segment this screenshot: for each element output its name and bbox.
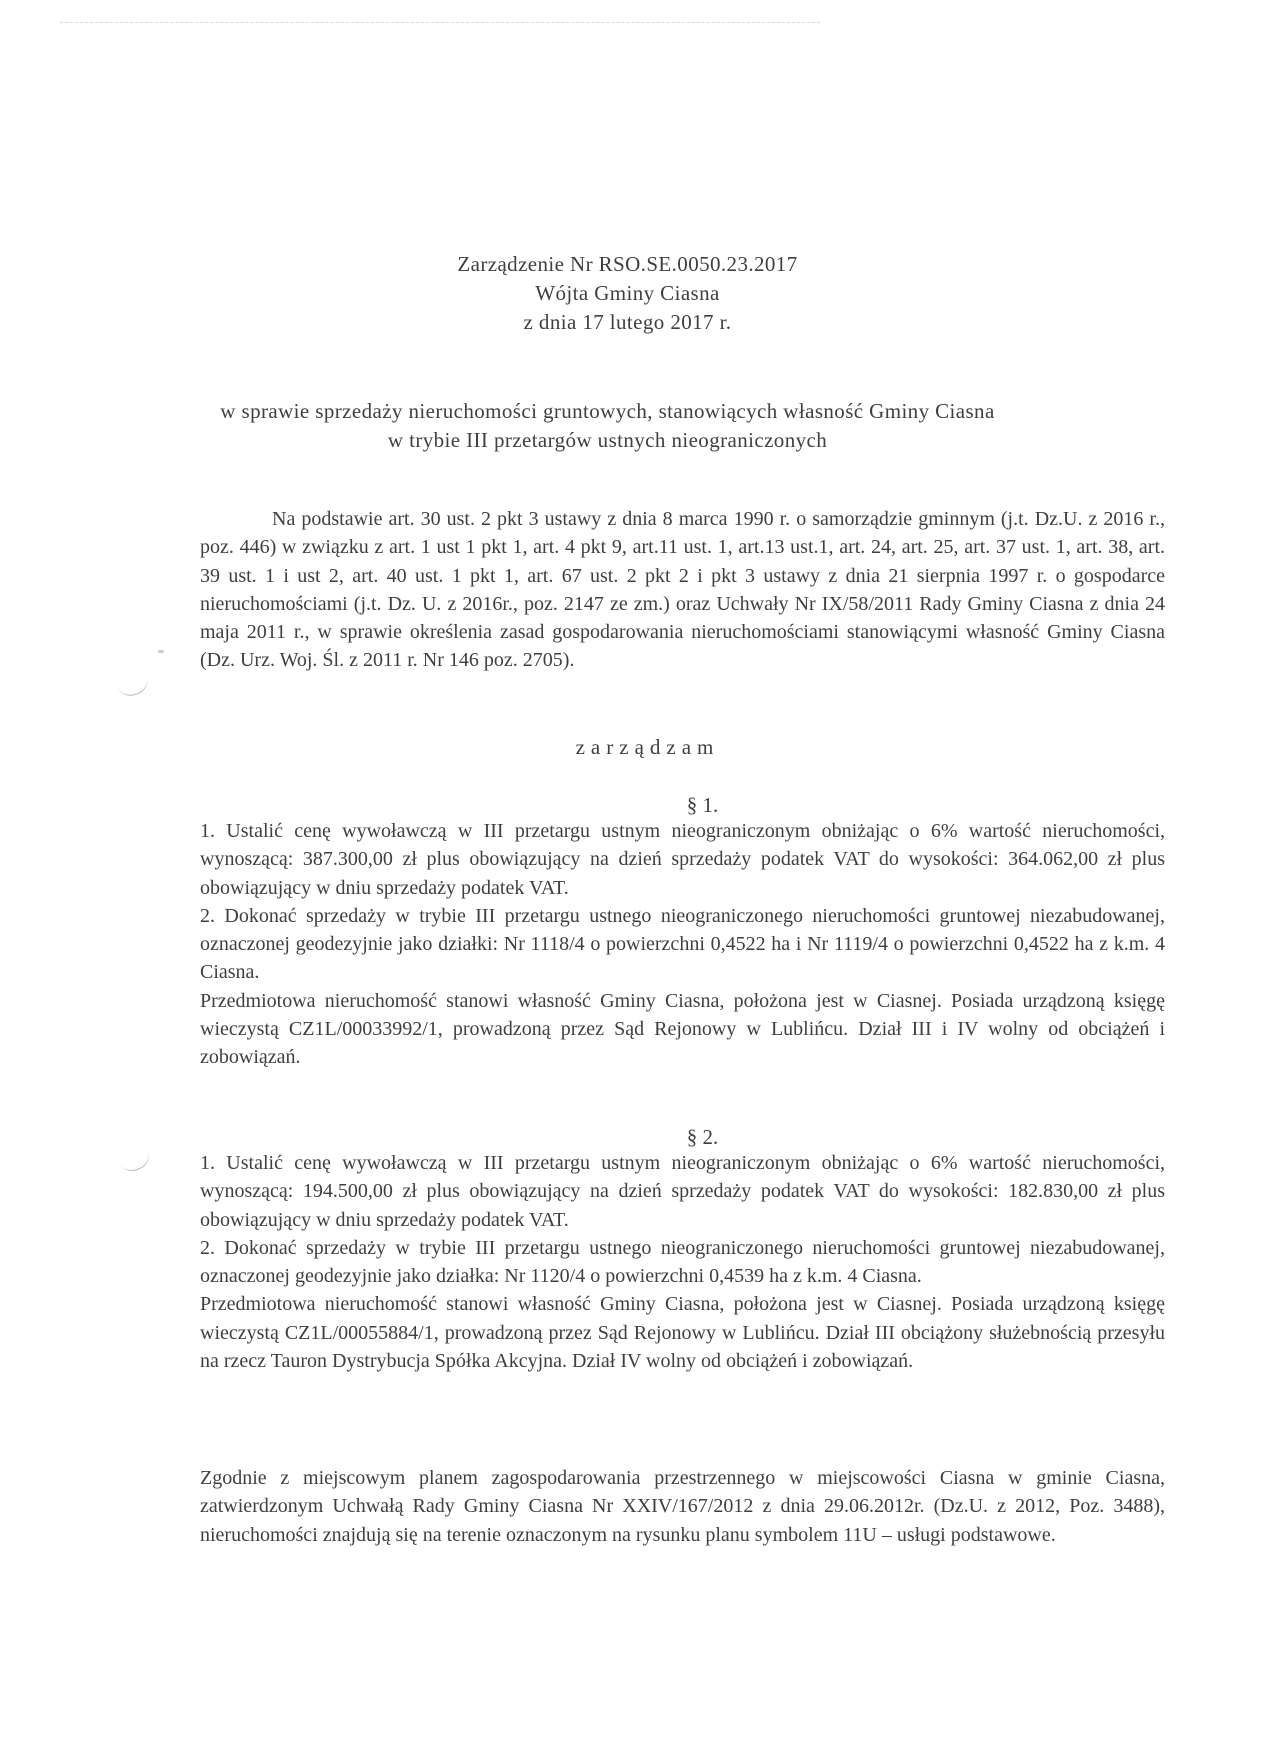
section-1-body: [200, 817, 1165, 1072]
scan-edge-line: [60, 22, 820, 24]
section-2-body: [200, 1149, 1165, 1375]
zoning-note-section: [200, 1464, 1165, 1549]
section-2-item-2: 2. Dokonać sprzedaży w trybie III przetargu ustnego nieograniczonego nieruchomości gruntowej niezabudowanej, oznaczonej geodezyjnie jako działka: Nr 1120/4 o powierzchni 0,4539 ha z k.m. 4 Ciasna.: [200, 1236, 1165, 1288]
legal-basis-paragraph: Na podstawie art. 30 ust. 2 pkt 3 ustawy z dnia 8 marca 1990 r. o samorządzie gminnym (j.t. Dz.U. z 2016 r., poz. 446) w związku z art. 1 ust 1 pkt 1, art. 4 pkt 9, art.11 ust. 1, art.13 ust.1, art. 24, art. 25, art. 37 ust. 1, art. 38, art. 39 ust. 1 i ust 2, art. 40 ust. 1 pkt 1, art. 67 ust. 2 pkt 2 i pkt 3 ustawy z dnia 21 sierpnia 1997 r. o gospodarce nieruchomościami (j.t. Dz. U. z 2016r., poz. 2147 ze zm.) oraz Uchwały Nr IX/58/2011 Rady Gminy Ciasna z dnia 24 maja 2011 r., w sprawie określenia zasad gospodarowania nieruchomościami stanowiącymi własność Gminy Ciasna (Dz. Urz. Woj. Śl. z 2011 r. Nr 146 poz. 2705).: [200, 508, 1165, 672]
zoning-note-paragraph: Zgodnie z miejscowym planem zagospodarowania przestrzennego w miejscowości Ciasna w gminie Ciasna, zatwierdzonym Uchwałą Rady Gminy Ciasna Nr XXIV/167/2012 z dnia 29.06.2012r. (Dz.U. z 2012, Poz. 3488), nieruchomości znajdują się na terenie oznaczonym na rysunku planu symbolem 11U – usługi podstawowe.: [200, 1467, 1165, 1546]
subject-line: w sprawie sprzedaży nieruchomości gruntowych, stanowiących własność Gminy Ciasna: [220, 399, 995, 423]
subject-line: w trybie III przetargów ustnych nieograniczonych: [387, 428, 828, 452]
section-2-mark: § 2.: [686, 1125, 719, 1149]
scan-speck: [158, 650, 164, 653]
section-2-item-1: 1. Ustalić cenę wywoławczą w III przetargu ustnym nieograniczonym obniżając o 6% wartość nieruchomości, wynoszącą: 194.500,00 zł plus obowiązujący na dzień sprzedaży podatek VAT do wysokości: 182.830,00 zł plus obowiązujący w dniu sprzedaży podatek VAT.: [200, 1152, 1165, 1231]
margin-mark: [118, 1150, 153, 1176]
section-1-item-1: 1. Ustalić cenę wywoławczą w III przetargu ustnym nieograniczonym obniżając o 6% wartość nieruchomości, wynoszącą: 387.300,00 zł plus obowiązujący na dzień sprzedaży podatek VAT do wysokości: 364.062,00 zł plus obowiązujący w dniu sprzedaży podatek VAT.: [200, 820, 1165, 899]
document-subject: [0, 397, 1245, 455]
title-line-number: Zarządzenie Nr RSO.SE.0050.23.2017: [457, 252, 798, 276]
section-2-description: Przedmiotowa nieruchomość stanowi własność Gminy Ciasna, położona jest w Ciasnej. Posiada urządzoną księgę wieczystą CZ1L/00055884/1, prowadzoną przez Sąd Rejonowy w Lublińcu. Dział III obciążony służebnością przesyłu na rzecz Tauron Dystrybucja Spółka Akcyjna. Dział IV wolny od obciążeń i zobowiązań.: [200, 1293, 1165, 1373]
title-line-issuer: Wójta Gminy Ciasna: [535, 281, 720, 305]
order-heading: zarządzam: [575, 735, 720, 759]
margin-mark: [116, 675, 151, 699]
section-1-mark: § 1.: [686, 793, 719, 817]
section-1-item-2: 2. Dokonać sprzedaży w trybie III przetargu ustnego nieograniczonego nieruchomości gruntowej niezabudowanej, oznaczonej geodezyjnie jako działki: Nr 1118/4 o powierzchni 0,4522 ha i Nr 1119/4 o powierzchni 0,4522 ha z k.m. 4 Ciasna.: [200, 904, 1165, 984]
legal-basis-section: [200, 505, 1165, 675]
section-1-description: Przedmiotowa nieruchomość stanowi własność Gminy Ciasna, położona jest w Ciasnej. Posiada urządzoną księgę wieczystą CZ1L/00033992/1, prowadzoną przez Sąd Rejonowy w Lublińcu. Dział III i IV wolny od obciążeń i zobowiązań.: [200, 989, 1165, 1069]
document-title: [0, 250, 1265, 337]
title-line-date: z dnia 17 lutego 2017 r.: [523, 310, 732, 334]
